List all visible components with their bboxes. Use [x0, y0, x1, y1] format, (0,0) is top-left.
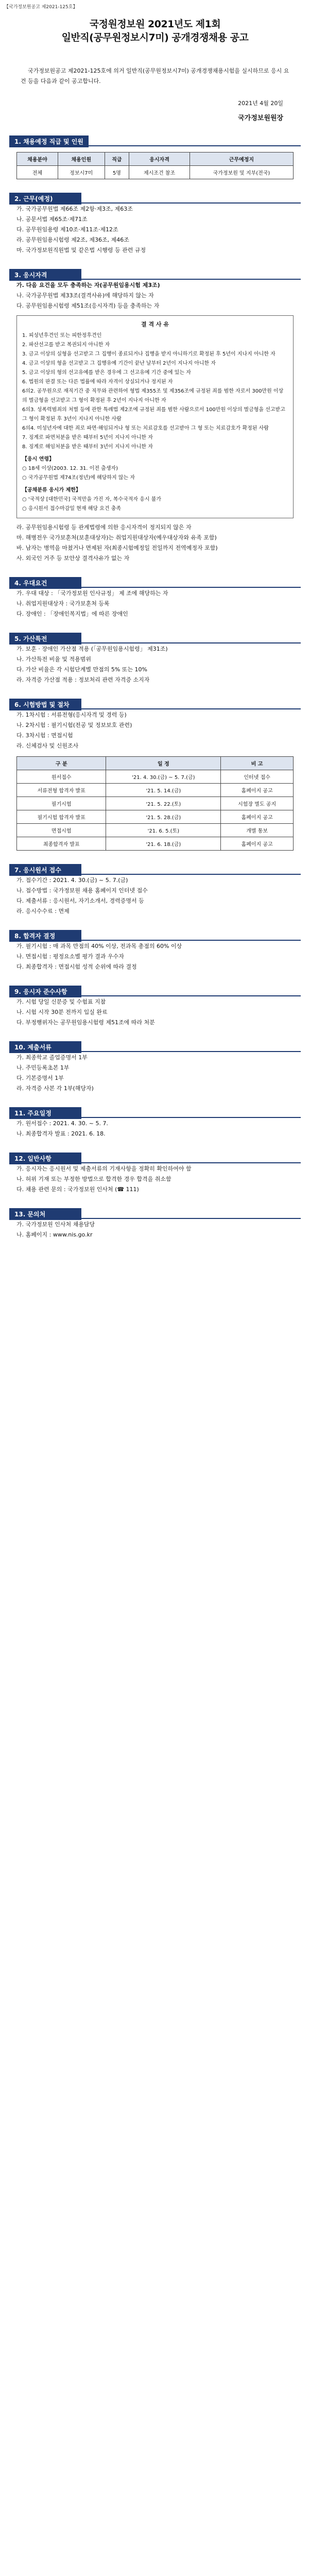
list-item: 다. 최종합격자 : 면접시험 성적 순위에 따라 결정 [16, 963, 137, 970]
list-item: 나. 가산특전 비율 및 적용범위 [16, 656, 91, 663]
section-5 [9, 633, 301, 685]
box-line: 5. 금고 이상의 형의 선고유예를 받은 경우에 그 선고유예 기간 중에 있는 자 [22, 370, 191, 376]
table-cell: 전체 [17, 166, 58, 179]
box-line: 6. 법원의 판결 또는 다른 법률에 따라 자격이 상실되거나 정지된 자 [22, 379, 173, 385]
table-cell: 홈페이지 공고 [221, 810, 294, 824]
list-item: 나. 접수방법 : 국가정보원 채용 홈페이지 인터넷 접수 [16, 887, 148, 894]
table-header: 채용분야 [17, 152, 58, 166]
list-item: 가. 응시자는 응시원서 및 제출서류의 기재사항을 정확히 확인하여야 함 [16, 1165, 192, 1172]
list-item: 바. 남자는 병역을 마쳤거나 면제된 자(최종시험예정일 전일까지 전역예정자 포함) [16, 545, 218, 551]
table-cell: '21. 4. 30.(금) ~ 5. 7.(금) [106, 770, 221, 784]
list-item: 나. 국가공무원법 제33조(결격사유)에 해당하지 않는 자 [16, 292, 154, 299]
list-item: 다. 가산 비율은 각 시험단계별 만점의 5% 또는 10% [16, 666, 148, 673]
box-line: 6의3. 성폭력범죄의 처벌 등에 관한 특례법 제2조에 규정된 죄를 범한 사람으로서 100만원 이상의 벌금형을 선고받고 그 형이 확정된 후 3년이 지나지 아니한 사람 [22, 407, 285, 422]
list-item: 다. 공무원임용시험령 제51조(응시자격) 등을 충족하는 자 [16, 302, 160, 309]
section-header [9, 864, 301, 875]
box-line: 7. 징계로 파면처분을 받은 때부터 5년이 지나지 아니한 자 [22, 435, 153, 440]
list-item: 라. 공무원임용시험령 제2조, 제36조, 제46조 [16, 236, 129, 243]
box-line: ○ 응시원서 접수마감일 현재 해당 요건 충족 [22, 506, 122, 512]
section-6 [9, 699, 301, 851]
list-item: 다. 기본증명서 1부 [16, 1075, 64, 1081]
table-cell: '21. 6. 18.(금) [106, 837, 221, 851]
table-header: 비 고 [221, 757, 294, 770]
table-cell: 필기시험 [17, 797, 106, 810]
section-title: 5. 가산특전 [9, 633, 81, 645]
table-header: 구 분 [17, 757, 106, 770]
list-item: 다. 장애인 : 「장애인복지법」에 따른 장애인 [16, 611, 128, 617]
list-item: 가. 우대 대상 : 「국가정보원 인사규정」 제 조에 해당하는 자 [16, 590, 168, 597]
list-item: 나. 2차시험 : 필기시험(전공 및 정보보호 관련) [16, 722, 132, 728]
table-row [17, 770, 294, 784]
table-cell: 5명 [105, 166, 129, 179]
section-4 [9, 577, 301, 619]
list-item: 사. 외국인 거주 등 보안상 결격사유가 없는 자 [16, 555, 130, 562]
table-row [17, 810, 294, 824]
list-item: 나. 취업지원대상자 : 국가보훈처 등록 [16, 600, 110, 607]
schedule-table [16, 756, 294, 851]
section-header [9, 1041, 301, 1053]
section-header [9, 1107, 301, 1118]
table-cell: 개별 통보 [221, 824, 294, 837]
table-cell: 최종합격자 발표 [17, 837, 106, 851]
section-title: 6. 시험방법 및 절차 [9, 699, 81, 710]
section-header [9, 135, 301, 147]
box-line: 4. 금고 이상의 형을 선고받고 그 집행유예 기간이 끝난 날부터 2년이 지나지 아니한 자 [22, 361, 216, 366]
list-item: 다. 3차시험 : 면접시험 [16, 732, 73, 739]
section-title: 9. 응시자 준수사항 [9, 986, 81, 997]
table-cell: '21. 5. 14.(금) [106, 784, 221, 797]
section-10 [9, 1041, 301, 1094]
table-cell: 면접시험 [17, 824, 106, 837]
table-cell: 시험장 별도 공지 [221, 797, 294, 810]
table-header: 근무예정지 [190, 152, 293, 166]
section-8 [9, 930, 301, 972]
section-header [9, 633, 301, 644]
section-header [9, 1153, 301, 1164]
list-item: 다. 채용 관련 문의 : 국가정보원 인사처 (☎ 111) [16, 1186, 139, 1193]
table-header: 채용인원 [58, 152, 105, 166]
list-item: 가. 시험 당일 신분증 및 수험표 지참 [16, 998, 106, 1005]
box-line: 1. 피성년후견인 또는 피한정후견인 [22, 333, 102, 338]
announcement-date: 2021년 4월 20일 [238, 100, 283, 107]
list-item: 마. 해병전우 국가보훈처(보훈대상자)는 취업지원대상자(예우대상자와 유족 포함) [16, 534, 217, 541]
list-item: 가. 다음 요건을 모두 충족하는 자(공무원임용시험 제3조) [16, 282, 160, 289]
section-9 [9, 986, 301, 1028]
list-item: 나. 공문서법 제65조·제71조 [16, 216, 88, 223]
table-cell: 원서접수 [17, 770, 106, 784]
section-header [9, 699, 301, 710]
title-line-2: 일반직(공무원정보시7미) 공개경쟁채용 공고 [61, 32, 249, 43]
list-item: 나. 최종합격자 발표 : 2021. 6. 18. [16, 1130, 106, 1137]
section-13 [9, 1208, 301, 1240]
announcing-org: 국가정보원원장 [238, 114, 283, 122]
table-cell: 홈페이지 공고 [221, 784, 294, 797]
table-header: 응시자격 [129, 152, 190, 166]
list-item: 나. 면접시험 : 평정요소별 평가 결과 우수자 [16, 953, 124, 960]
section-title: 2. 근무(예정) [9, 193, 81, 205]
box-line: ○ 국가공무원법 제74조(정년)에 해당하지 않는 자 [22, 475, 135, 481]
section-header [9, 577, 301, 588]
table-row [17, 166, 294, 179]
disqualification-box [16, 315, 294, 518]
list-item: 가. 원서접수 : 2021. 4. 30. ~ 5. 7. [16, 1120, 108, 1127]
list-item: 가. 국가정보원 인사처 채용담당 [16, 1221, 95, 1228]
recruitment-table [16, 152, 294, 179]
section-title: 4. 우대요건 [9, 577, 81, 589]
section-title: 12. 일반사항 [9, 1153, 81, 1164]
list-item: 나. 시험 시작 30분 전까지 입실 완료 [16, 1009, 108, 1015]
intro-paragraph: 국가정보원공고 제2021-125호에 의거 일반직(공무원정보시7미) 공개경쟁채용시험을 실시하므로 응시 요건 등을 다음과 같이 공고합니다. [21, 67, 289, 84]
section-11 [9, 1107, 301, 1139]
list-item: 가. 최종학교 졸업증명서 1부 [16, 1054, 88, 1061]
table-cell: '21. 6. 5.(토) [106, 824, 221, 837]
title-line-1: 국정원정보원 2021년도 제1회 [89, 19, 221, 30]
section-title: 8. 합격자 결정 [9, 930, 81, 942]
section-3 [9, 269, 301, 564]
table-cell: 서류전형 합격자 발표 [17, 784, 106, 797]
list-item: 가. 보훈 · 장애인 가산점 적용 (「공무원임용시험령」 제31조) [16, 646, 168, 652]
list-item: 나. 주민등록초본 1부 [16, 1064, 70, 1071]
list-item: 다. 제출서류 : 응시원서, 자기소개서, 경력증명서 등 [16, 897, 144, 904]
list-item: 라. 응시수수료 : 면제 [16, 908, 70, 914]
section-header [9, 269, 301, 280]
table-row [17, 837, 294, 851]
section-1 [9, 135, 301, 179]
section-header [9, 1208, 301, 1219]
box-subtitle: 【공채분류 응시가 제한】 [22, 487, 81, 493]
list-item: 마. 국가정보원직원법 및 같은법 시행령 등 관련 규정 [16, 247, 146, 253]
table-row [17, 784, 294, 797]
list-item: 가. 접수기간 : 2021. 4. 30.(금) ~ 5. 7.(금) [16, 877, 128, 884]
section-title: 10. 제출서류 [9, 1041, 81, 1053]
section-header [9, 986, 301, 997]
list-item: 라. 공무원임용시험령 등 관계법령에 의한 응시자격이 정지되지 않은 자 [16, 524, 192, 531]
list-item: 다. 부정행위자는 공무원임용시험령 제51조에 따라 처분 [16, 1019, 155, 1026]
section-7 [9, 864, 301, 917]
box-line: 6의2. 공무원으로 재직기간 중 직무와 관련하여 형법 제355조 및 제356조에 규정된 죄를 범한 자로서 300만원 이상의 벌금형을 선고받고 그 형이 확정된 후 2년이 지나지 아니한 자 [22, 388, 284, 403]
box-line: 3. 금고 이상의 실형을 선고받고 그 집행이 종료되거나 집행을 받지 아니하기로 확정된 후 5년이 지나지 아니한 자 [22, 351, 275, 357]
box-line: ○ 18세 이상(2003. 12. 31. 이전 출생자) [22, 466, 118, 471]
box-title: 결 격 사 유 [141, 321, 169, 328]
section-title: 3. 응시자격 [9, 269, 81, 281]
top-note: 【국가정보원공고 제2021-125호】 [4, 5, 78, 10]
section-header [9, 193, 301, 204]
box-line: ○ '국적상 [대한민국] 국적만을 가진 자, 복수국적자 응시 불가 [22, 497, 162, 502]
section-title: 11. 주요일정 [9, 1107, 81, 1119]
table-cell: 정보시7미 [58, 166, 105, 179]
box-subtitle: 【응시 연령】 [22, 456, 55, 462]
section-title: 7. 응시원서 접수 [9, 864, 81, 876]
list-item: 가. 1차시험 : 서류전형(응시자격 및 경력 등) [16, 711, 127, 718]
table-cell: 홈페이지 공고 [221, 837, 294, 851]
box-line: 6의4. 미성년자에 대한 죄로 파면·해임되거나 형 또는 치료감호를 선고받아 그 형 또는 치료감호가 확정된 사람 [22, 426, 269, 431]
list-item: 나. 홈페이지 : www.nis.go.kr [16, 1231, 93, 1238]
list-item: 라. 자격증 가산점 적용 : 정보처리 관련 자격증 소지자 [16, 676, 150, 683]
list-item: 가. 국가공무원법 제66조 제2항·제3조, 제63조 [16, 206, 133, 212]
list-item: 나. 허위 기재 또는 부정한 방법으로 합격한 경우 합격을 취소함 [16, 1176, 171, 1182]
list-item: 라. 신체검사 및 신원조사 [16, 742, 79, 749]
box-line: 8. 징계로 해임처분을 받은 때부터 3년이 지나지 아니한 자 [22, 444, 153, 450]
list-item: 라. 자격증 사본 각 1부(해당자) [16, 1085, 94, 1092]
table-cell: '21. 5. 28.(금) [106, 810, 221, 824]
section-title: 1. 채용예정 직급 및 인원 [9, 135, 89, 147]
box-line: 2. 파산선고를 받고 복권되지 아니한 자 [22, 342, 110, 348]
table-cell: 필기시험 합격자 발표 [17, 810, 106, 824]
table-row [17, 824, 294, 837]
table-header: 일 정 [106, 757, 221, 770]
table-row [17, 797, 294, 810]
table-cell: '21. 5. 22.(토) [106, 797, 221, 810]
list-item: 다. 공무원임용령 제10조·제11조·제12조 [16, 226, 118, 233]
list-item: 가. 필기시험 : 매 과목 만점의 40% 이상, 전과목 총점의 60% 이상 [16, 943, 182, 950]
section-title: 13. 문의처 [9, 1208, 81, 1220]
table-cell: 국가정보원 및 지부(전국) [190, 166, 293, 179]
section-12 [9, 1153, 301, 1195]
section-header [9, 930, 301, 941]
table-cell: 제시조건 참조 [129, 166, 190, 179]
table-header: 직급 [105, 152, 129, 166]
section-2 [9, 193, 301, 256]
table-cell: 인터넷 접수 [221, 770, 294, 784]
